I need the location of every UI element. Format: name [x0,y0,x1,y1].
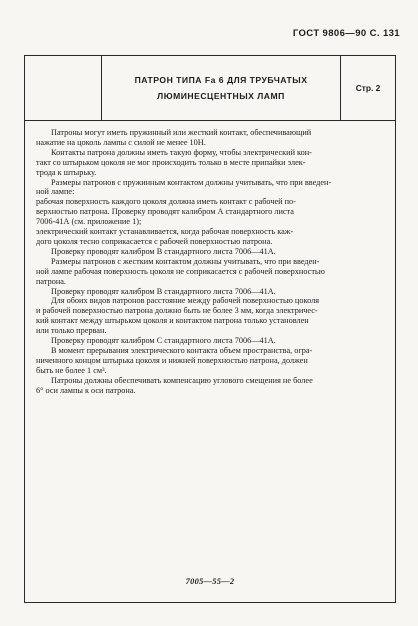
text-line: такт со штырьком цоколя не мог происходить только в месте припайки элек- [36,157,306,167]
text-line: ной лампе рабочая поверхность цоколя не соприкасается с рабочей поверхностью [36,266,325,276]
title-line-1: ПАТРОН ТИПА Fa 6 ДЛЯ ТРУБЧАТЫХ [134,75,308,85]
text-line: или только прерван. [36,326,107,336]
text-line: Контакты патрона должны иметь такую форму, чтобы электрический кон- [51,147,312,157]
standard-header: ГОСТ 9806—90 С. 131 [292,28,400,39]
text-line: электрический контакт устанавливается, когда рабочая поверхность каж- [36,227,294,237]
text-line: Проверку проводят калибром С стандартного листа 7006—41А. [51,336,276,346]
title-line-2: ЛЮМИНЕСЦЕНТНЫХ ЛАМП [157,91,285,101]
text-line: нажатие на цоколь лампы с силой не менее 10Н. [36,137,206,147]
text-line: дого цоколя тесно соприкасается с рабочей поверхностью патрона. [36,236,273,246]
title-block [25,56,395,121]
document-title [102,56,341,120]
text-line: рабочая поверхность каждого цоколя должна иметь контакт с рабочей по- [36,197,296,207]
text-line: Для обоих видов патронов расстояние между рабочей поверхностью цоколя [51,296,319,306]
text-line: Патроны должны обеспечивать компенсацию углового смещения не более [51,375,313,385]
text-line: Проверку проводят калибром В стандартного листа 7006—41А. [51,286,276,296]
text-line: трода к штырьку. [36,167,97,177]
text-line: 7006-41А (см. приложение 1); [36,217,142,227]
text-line: ной лампе: [36,187,75,197]
text-line: Размеры патронов с пружинным контактом должны учитывать, что при введен- [51,177,332,187]
text-line: Патроны могут иметь пружинный или жесткий контакт, обеспечивающий [51,128,312,137]
text-line: кий контакт между штырьком цоколя и контактом патрона только установлен [36,316,309,326]
text-line: Размеры патронов с жестким контактом должны учитывать, что при введен- [51,256,320,266]
title-left-cell [25,56,102,120]
text-line: патрона. [36,276,66,286]
body-text [36,128,383,395]
page-number-label: Стр. 2 [355,83,381,93]
text-line: Проверку проводят калибром В стандартного листа 7006—41А. [51,246,276,256]
sheet-number: 7005—55—2 [185,577,235,586]
text-line: быть не более 1 см³. [36,365,107,375]
text-line: ниченного концом штырька цоколя и нижней поверхностью патрона, должен [36,355,308,365]
text-line: В момент прерывания электрического контакта объем пространства, огра- [51,345,313,355]
text-line: и рабочей поверхностью патрона должно быть не более 3 мм, когда электричес- [36,306,318,316]
document-frame [24,55,396,603]
text-line: верхностью патрона. Проверку проводят калибром А стандартного листа [36,207,294,217]
text-line: 6° оси лампы к оси патрона. [36,385,136,395]
